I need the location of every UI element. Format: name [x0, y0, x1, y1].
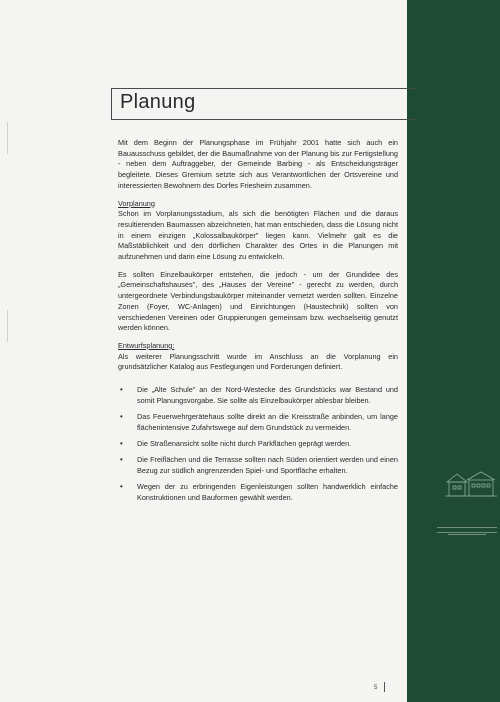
bullet-icon: •: [120, 481, 123, 491]
bullet-icon: •: [120, 438, 123, 448]
page-title: Planung: [120, 91, 196, 113]
vorplanung-paragraph-2: Es sollten Einzelbaukörper entstehen, die jedoch - um der Grundidee des „Gemeinschaftshauses", des „Hauses der Vereine" - gerecht zu werden, durch untergeordnete Verbindungsbaukörper miteinander vernetzt werden sollten. Einzelne Zonen (Foyer, WC-Anlagen) und Einrichtungen (Haustechnik) sollten von verschiedenen Vereinen oder Gruppierungen gemeinsam bzw. wechselseitig genutzt werden können.: [118, 269, 398, 333]
list-item: [118, 482, 398, 503]
bullet-icon: •: [120, 411, 123, 421]
list-item: [118, 439, 398, 450]
requirements-list: [118, 385, 398, 503]
list-item: [118, 455, 398, 476]
intro-paragraph: Mit dem Beginn der Planungsphase im Frühjahr 2001 hatte sich auch ein Bauausschuss gebildet, der die Baumaßnahme von der Planung bis zur Fertigstellung - neben dem Auftraggeber, der Gemeinde Barbing - als Entscheidungsträger begleitete. Dieses Gremium setzte sich aus Verantwortlichen der Ortsvereine und interessierten Bewohnern des Dorfes Friesheim zusammen.: [118, 138, 398, 190]
list-item-text: Das Feuerwehrgerätehaus sollte direkt an die Kreisstraße anbinden, um lange flächenintensive Zufahrtswege auf dem Grundstück zu vermeiden.: [137, 411, 398, 432]
list-item-text: Die „Alte Schule" an der Nord-Westecke des Grundstücks war Bestand und somit Planungsvorgabe. Sie sollte als Einzelbaukörper ablesbar bleiben.: [137, 385, 398, 405]
list-item-text: Wegen der zu erbringenden Eigenleistungen sollten handwerklich einfache Konstruktionen und Bauformen gewählt werden.: [137, 481, 398, 502]
left-margin-mark: [7, 310, 8, 342]
list-item: [118, 412, 398, 433]
green-sidebar: [407, 0, 500, 702]
page-number-divider: [384, 682, 385, 692]
list-item: [118, 385, 398, 406]
list-item-text: Die Straßenansicht sollte nicht durch Parkflächen geprägt werden.: [137, 438, 352, 448]
entwurfsplanung-paragraph: Als weiterer Planungsschritt wurde im Anschluss an die Vorplanung ein grundsätzlicher Katalog aus Festlegungen und Forderungen definiert.: [118, 351, 398, 372]
left-margin-mark: [7, 122, 8, 154]
house-sketch-icon: [445, 468, 497, 498]
sidebar-caption: [437, 527, 497, 538]
bullet-icon: •: [120, 385, 123, 395]
bullet-icon: •: [120, 455, 123, 465]
vorplanung-paragraph-1: Schon im Vorplanungsstadium, als sich die benötigten Flächen und die daraus resultierenden Baumassen abzeichneten, hat man entschieden, dass die Lösung nicht in einem einzigen „Kolossalbaukörper" liegen kann. Vielmehr galt es die Maßstäblichkeit und den dörflichen Charakter des Ortes in die Planungen mit aufzunehmen und darin eine Lösung zu entwickeln.: [118, 209, 398, 262]
page-number: 5: [374, 685, 378, 691]
entwurfsplanung-heading: Entwurfsplanung:: [118, 340, 175, 350]
title-box: [111, 88, 415, 120]
list-item-text: Die Freiflächen und die Terrasse sollten nach Süden orientiert werden und einen Bezug zur südlich angrenzenden Spiel- und Sportfläche erhalten.: [137, 455, 398, 475]
body-content: [118, 138, 398, 509]
vorplanung-heading: Vorplanung: [118, 198, 155, 208]
